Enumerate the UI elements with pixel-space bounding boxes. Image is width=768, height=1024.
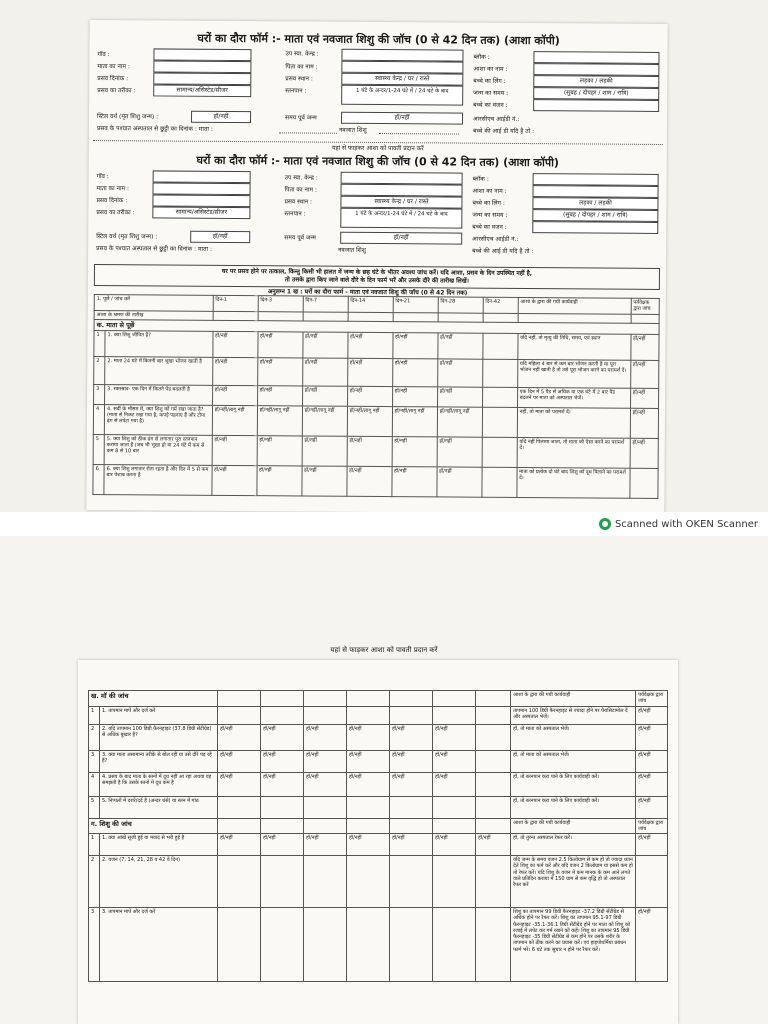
notice-line-2: तो उसके द्वारा किए जाने वाले दौरे के दिन फार्म भरें और उसके दौरे की तारीख लिखें।	[284, 276, 469, 285]
table-cell: 1. क्या आंखें सूजी हुई या मवाद से भरी हुई है	[100, 834, 218, 856]
table-cell	[433, 706, 476, 724]
field-pita: पिता का नाम :	[284, 186, 317, 194]
input-box	[153, 182, 251, 195]
table-cell: हॉ/नहीं	[218, 750, 261, 772]
table-cell	[304, 908, 347, 982]
input-box	[532, 185, 658, 198]
input-box	[341, 172, 463, 185]
samay-purva-value: हॉ/नहीं	[341, 112, 463, 125]
table-cell	[476, 796, 511, 818]
table-cell: 6. क्या शिशु लगातार रोता रहता है और दिन में 5 से कम बार पेशाब करता है	[104, 464, 212, 495]
input-box	[533, 51, 659, 64]
table-cell	[433, 796, 476, 818]
table-cell: हॉ/नहीं	[347, 750, 390, 772]
table-cell: हॉ/नहीं	[261, 772, 304, 796]
table-cell: 2. वजन (7, 14, 21, 28 व 42 वें दिन)	[100, 856, 218, 908]
field-prasav-sthan: प्रसव स्थान :	[284, 198, 313, 206]
table-cell	[347, 818, 390, 834]
input-box	[340, 184, 462, 197]
field-janm-samay: जन्म का समय :	[472, 211, 508, 219]
table-cell: 2	[94, 356, 105, 384]
table-cell: हॉ/नहीं	[392, 358, 437, 386]
table-cell: 5	[89, 796, 100, 818]
table-cell: हॉ/नहीं	[437, 359, 482, 387]
table-cell: हॉ/नहीं	[212, 357, 257, 385]
table-row	[93, 404, 658, 438]
table-cell: हॉ/नहीं	[257, 466, 302, 496]
table-cell	[433, 691, 476, 707]
table-cell: 5. निप्पलों में दरारें/दर्द है (अन्दर धंसे) या स्तन में गांठ	[100, 796, 218, 818]
field-navjat: नवजात शिशु	[338, 126, 367, 134]
table-row	[93, 464, 658, 498]
table-cell	[630, 468, 659, 498]
table-cell	[390, 691, 433, 707]
table-cell	[261, 691, 304, 707]
table-cell: 4. प्रसव के बाद माता के स्तनों में दूध नहीं आ रहा अथवा वह समझती है कि उसके स्तनों में दूध कम है	[100, 772, 218, 796]
table-cell	[261, 796, 304, 818]
table-cell: हॉ, तो तुरन्त अस्पताल रेफर करें।	[511, 834, 636, 856]
table-cell: हॉ/नहीं	[630, 360, 659, 388]
table-cell: 1	[89, 706, 100, 724]
field-vajan: बच्चे का वजन :	[473, 101, 508, 109]
table-cell: 1. तापमान मापें और दर्ज करें	[100, 706, 218, 724]
table-cell: 2	[89, 724, 100, 750]
table-cell: हॉ/नहीं	[347, 466, 392, 496]
input-box	[533, 173, 659, 186]
table-cell	[482, 467, 517, 497]
table-cell: हॉ/नहीं	[304, 772, 347, 796]
table-cell: हॉ, तो माता को अस्पताल भेजें।	[511, 724, 636, 750]
table-row	[89, 908, 668, 982]
table-cell: 3	[94, 384, 105, 404]
table-row	[89, 796, 668, 818]
table-cell	[218, 796, 261, 818]
input-box	[533, 63, 659, 76]
table-cell: 3	[89, 908, 100, 982]
janm-samay-value: (सुबह / दोपहर / शाम / रात्रि)	[532, 209, 658, 222]
table-cell	[482, 333, 517, 359]
table-cell: हॉ/नहीं	[261, 724, 304, 750]
field-bachche-id: बच्चे की आई डी यदि है तो :	[472, 247, 534, 256]
form-sheet-bottom	[78, 660, 678, 1024]
table-row	[89, 856, 668, 908]
field-navjat: नवजात शिशु	[338, 246, 366, 254]
table-cell: 2	[89, 856, 100, 908]
table-cell: 2. माता 24 घंटे में कितनी बार भूखा भोजन खाती है	[105, 356, 213, 385]
field-janm-samay: जन्म का समय :	[473, 89, 509, 97]
table-cell	[218, 691, 261, 707]
table-cell: हॉ/नहीं	[636, 772, 668, 796]
table-cell: हॉ/नहीं/लागू नहीं	[302, 406, 347, 436]
table-cell: यदि नहीं पिलाया जाता, तो माता को ऐसा करने का परामर्श दें।	[517, 437, 630, 468]
table-cell: 1	[89, 834, 100, 856]
table-cell: हॉ/नहीं	[392, 332, 437, 358]
table-cell	[347, 706, 390, 724]
col-header: पर्यवेक्षक द्वारा जांच	[636, 818, 668, 834]
table-cell	[390, 706, 433, 724]
table-cell: हॉ/नहीं/लागू नहीं	[437, 407, 482, 437]
field-mata: माता का नाम :	[96, 185, 130, 193]
field-ling: बच्चे का लिंग :	[473, 77, 506, 85]
table-cell: 3. तापमान मापें और दर्ज करें	[100, 908, 218, 982]
table-cell: हॉ/नहीं	[433, 750, 476, 772]
table-cell	[476, 772, 511, 796]
still-value: हॉ/नहीं	[191, 111, 251, 123]
table-cell: हॉ/नहीं	[630, 438, 659, 468]
form-title-copy: घरों का दौरा फॉर्म :- माता एवं नवजात शिशु की जॉच (0 से 42 दिन तक) (आशा कॉपी)	[196, 153, 560, 170]
table-cell: हॉ/नहीं	[636, 724, 668, 750]
table-cell: हॉ/नहीं	[257, 436, 302, 466]
table-cell: हॉ/नहीं	[390, 772, 433, 796]
input-box	[153, 170, 251, 183]
table-cell	[482, 407, 517, 437]
table-cell	[261, 818, 304, 834]
prasav-sthan-value: स्वास्थ्य केन्द्र / घर / रास्ते	[340, 196, 462, 209]
col-header: आशा के द्वारा की गयी कार्यवाही	[511, 691, 636, 707]
field-bachche-id: बच्चे की आई डी यदि है तो :	[472, 127, 535, 136]
table-row	[93, 434, 658, 468]
scanner-label: Scanned with OKEN Scanner	[614, 518, 758, 530]
table-cell	[218, 856, 261, 908]
table-cell	[476, 706, 511, 724]
col-header: आशा के द्वारा की गयी कार्यवाही	[518, 297, 631, 313]
table-cell: हॉ/नहीं	[304, 834, 347, 856]
field-pita: पिता का नाम :	[285, 63, 318, 71]
table-cell: हॉ/नहीं	[302, 466, 347, 496]
field-still: स्टिल वर्थ (मृत शिशु जन्म) :	[96, 233, 158, 241]
table-cell: हॉ/नहीं	[347, 332, 392, 358]
cut-line-label: यहां से फाड़कर आशा को पावती प्रदान करें	[331, 144, 424, 153]
table-cell: हॉ, तो स्तनपान करा पाने के लिए कार्यवाही करें।	[511, 796, 636, 818]
field-chhutti: प्रसव के पश्चात अस्पताल से छुट्टी का दिनांक : माता :	[96, 245, 213, 253]
table-cell	[218, 908, 261, 982]
notice-box	[94, 264, 660, 290]
table-cell: 1. क्या शिशु जीवित है?	[105, 330, 213, 357]
form-title: घरों का दौरा फॉर्म :- माता एवं नवजात शिशु की जॉच (0 से 42 दिन तक) (आशा कॉपी)	[197, 31, 560, 48]
table-cell: हॉ/नहीं	[212, 435, 257, 465]
ling-value: लड़का / लड़की	[533, 75, 659, 88]
field-tarika: प्रसव का तरीका :	[97, 87, 136, 95]
table-cell	[258, 311, 303, 321]
table-cell	[476, 750, 511, 772]
table-cell	[218, 706, 261, 724]
col-header: दिन-3	[258, 296, 303, 312]
table-cell	[261, 706, 304, 724]
stanpan-value: 1 घंटे के अन्दर/1-24 घंटे में / 24 घंटे के बाद	[340, 208, 462, 229]
dotted-line	[379, 133, 459, 135]
table-cell: यदि नहीं, तो मृत्यु की तिथि, समय, एवं स्थान	[517, 333, 630, 360]
table-cell: हॉ/नहीं	[636, 834, 668, 856]
field-stanpan: स्तनपान :	[285, 87, 307, 95]
table-cell: हॉ/नहीं	[347, 724, 390, 750]
table-cell: हॉ/नहीं	[261, 750, 304, 772]
input-box	[532, 221, 658, 234]
table-cell	[482, 387, 517, 407]
table-cell: हॉ/नहीं/लागू नहीं	[347, 406, 392, 436]
form-sheet-top	[86, 20, 667, 512]
table-cell	[304, 691, 347, 707]
table-cell: हॉ/नहीं	[347, 386, 392, 406]
table-row	[94, 356, 659, 388]
col-header: दिन-28	[438, 297, 483, 313]
table-cell: 2. यदि तापमान 100 डिग्री फैरनहाइट (37.8 डिग्री सेंटीग्रेड) से अधिक बुखार है?	[100, 724, 218, 750]
section-b-title: ख. मॉ की जांच	[89, 691, 218, 707]
table-cell: हॉ/नहीं	[212, 465, 257, 495]
table-cell: हॉ/नहीं	[257, 358, 302, 386]
table-cell: हॉ/नहीं	[212, 331, 257, 357]
field-prasav-din: प्रसव दिनांक :	[97, 75, 129, 83]
table-cell	[393, 312, 438, 322]
table-cell: हॉ/नहीं	[392, 436, 437, 466]
field-stanpan: स्तनपान :	[284, 210, 306, 218]
tarika-value: सामान्य/असिस्टेड/सीजर	[152, 206, 250, 219]
table-cell	[347, 908, 390, 982]
field-prasav-sthan: प्रसव स्थान :	[285, 75, 313, 83]
stanpan-value: 1 घंटे के अन्दर/1-24 घंटे में / 24 घंटे के बाद	[341, 85, 463, 106]
field-asha: आशा का नाम :	[473, 65, 508, 73]
field-samay-purva: समय पूर्व जन्म	[284, 234, 316, 242]
field-upswasthya: उप स्वा. केन्द्र :	[284, 174, 318, 182]
table-cell	[261, 856, 304, 908]
col-header: दिन-14	[348, 296, 393, 312]
field-block: ब्लॉक :	[473, 53, 490, 61]
table-cell: हॉ/नहीं	[437, 333, 482, 359]
table-cell: 6	[93, 464, 104, 494]
field-prasav-din: प्रसव दिनांक :	[96, 197, 128, 205]
mother-questions-table	[92, 294, 659, 499]
input-box	[533, 99, 659, 112]
table-cell: हॉ/नहीं/लागू नहीं	[212, 405, 257, 435]
field-upswasthya: उप स्वा. केन्द्र :	[285, 50, 319, 58]
col-header: दिन-42	[483, 297, 518, 313]
table-cell: हॉ/नहीं/लागू नहीं	[392, 406, 437, 436]
table-cell: हॉ/नहीं	[218, 834, 261, 856]
section-a-title: क. माता से पूछें	[94, 319, 659, 334]
table-cell	[213, 311, 258, 321]
scanner-logo-icon	[599, 518, 611, 530]
dotted-line	[279, 132, 337, 133]
table-cell	[218, 818, 261, 834]
table-cell	[433, 818, 476, 834]
table-cell: हॉ/नहीं	[636, 908, 668, 982]
table-cell	[347, 691, 390, 707]
table-cell: हॉ/नहीं	[433, 724, 476, 750]
col-header: पर्यवेक्षक द्वारा जांच	[631, 298, 659, 314]
table-cell	[304, 818, 347, 834]
prasav-sthan-value: स्वास्थ्य केन्द्र / घर / रास्ते	[341, 73, 463, 86]
scanner-watermark	[599, 518, 758, 530]
table-cell: हॉ/नहीं	[437, 467, 482, 497]
table-cell	[303, 311, 348, 321]
col-header: दिन-7	[303, 296, 348, 312]
table-cell: 5. क्या शिशु को ठीक ढंग से लगातार पूरा स्तनपान कराया जाता है (जब भी भूखा हो या 24 घंटे में कम से कम 8 से 10 बार	[104, 434, 212, 465]
table-cell: हॉ/नहीं	[218, 724, 261, 750]
table-cell	[261, 908, 304, 982]
field-rch: आरसीएच आईडी नं.:	[473, 115, 520, 123]
table-cell	[482, 437, 517, 467]
table-cell	[347, 856, 390, 908]
field-rch: आरसीएच आईडी नं.:	[472, 235, 519, 243]
table-cell: हॉ/नहीं	[437, 387, 482, 407]
table-cell: हॉ/नहीं	[302, 332, 347, 358]
field-gaon: गॉव :	[96, 173, 109, 181]
table-cell: हॉ, तो माता को अस्पताल भेजें।	[511, 750, 636, 772]
table-cell: हॉ/नहीं	[392, 386, 437, 406]
col-header: 1. पूछें / जांच करें	[94, 295, 213, 311]
table-cell: शिशु का तापमान 99 डिग्री फैरनहाइट -37.2 डिग्री सेंटीग्रेड से अधिक होने पर रैफर करें। शिशु का तापमान 95.1-97 डिग्री फैरनहाइट -35.1-36.1 डिग्री सेंटीग्रेड होने पर माता को शिशु को रजाई में लपेट कर गर्म रखने को कहें। शिशु का तापमान 95 डिग्री फैरनहाइट -35 डिग्री सेंटीग्रेड से कम होने पर उसके शरीर के तापमान को ठीक करने का प्रयास करें। एवं हाइपोथर्मिया प्रबंधन फार्म भरें। 6 घंटे तक सुधार न होने पर रैफर करें।	[511, 908, 636, 982]
table-cell: हॉ, तो स्तनपान करा पाने के लिए कार्यवाही करें।	[511, 772, 636, 796]
table-row	[89, 750, 668, 772]
table-cell	[438, 312, 483, 322]
janm-samay-value: (सुबह / दोपहर / शाम / रात्रि)	[533, 87, 659, 100]
input-box	[152, 194, 250, 207]
table-cell: हॉ/नहीं	[257, 386, 302, 406]
table-row	[89, 706, 668, 724]
table-cell	[304, 706, 347, 724]
field-tarika: प्रसव का तरीका :	[96, 209, 135, 217]
input-box	[153, 60, 251, 73]
still-value: हॉ/नहीं	[190, 231, 250, 243]
table-cell: हॉ/नहीं	[347, 436, 392, 466]
mother-check-table	[88, 690, 668, 982]
table-cell: हॉ/नहीं	[433, 772, 476, 796]
field-samay-purva: समय पूर्व जन्म	[285, 114, 317, 122]
input-box	[153, 72, 251, 85]
table-cell: हॉ/नहीं	[261, 834, 304, 856]
table-cell: हॉ/नहीं	[636, 706, 668, 724]
scan-page-2	[0, 536, 768, 1024]
table-cell: हॉ/नहीं	[630, 408, 659, 438]
table-cell: नहीं, तो माता को परामर्श दें।	[517, 407, 630, 438]
table-cell: 3. रक्तस्राव- एक दिन में कितने पेड बदलती है	[105, 384, 213, 405]
table-cell: हॉ/नहीं	[630, 334, 659, 360]
table-cell: हॉ/नहीं	[636, 750, 668, 772]
table-cell	[304, 856, 347, 908]
table-cell: हॉ/नहीं	[347, 834, 390, 856]
table-cell	[476, 724, 511, 750]
col-header: दिन-1	[213, 295, 258, 311]
tarika-value: सामान्य/असिस्टेड/सीजर	[153, 84, 251, 97]
table-cell: हॉ/नहीं	[347, 358, 392, 386]
table-cell	[304, 796, 347, 818]
table-cell: हॉ/नहीं	[437, 437, 482, 467]
cut-line-label-2: यहां से फाड़कर आशा को पावती प्रदान करें	[330, 646, 438, 654]
field-ling: बच्चे का लिंग :	[472, 199, 505, 207]
table-cell	[348, 312, 393, 322]
table-cell: 4. सर्दी के मौसम में, क्या शिशु को गर्म रखा जाता है? (माता से निकट रखा गया है, कपड़े पहनाए हैं और टोपा ढ़ंग से लपेटा गया है)	[104, 404, 212, 435]
table-cell	[390, 856, 433, 908]
annex-title: अनुलग्न 1 ख : घरों का दौरा फार्म - माता एवं नवजात शिशु की जॉच (0 से 42 दिन तक)	[267, 288, 468, 297]
table-cell	[347, 796, 390, 818]
table-cell: हॉ/नहीं	[304, 750, 347, 772]
table-cell: हॉ/नहीं	[302, 358, 347, 386]
table-cell	[476, 908, 511, 982]
table-cell	[390, 796, 433, 818]
table-cell	[631, 314, 659, 323]
date-row-label: आशा के भ्रमण की तारीख	[94, 310, 213, 320]
input-box	[341, 49, 463, 62]
table-row	[94, 330, 659, 360]
table-cell: एक दिन में 5 पैड से अधिक या एक घंटे में 2 बार पैड बदलने पर माता को अस्पताल भेजें।	[517, 387, 630, 408]
table-cell: माता को प्रत्येक दो घंटे बाद शिशु को दूध पिलाने का परामर्श दें।	[517, 467, 630, 498]
table-cell: 5	[93, 434, 104, 464]
input-box	[153, 48, 251, 61]
col-header: पर्यवेक्षक द्वारा जांच	[636, 691, 668, 707]
table-cell	[636, 856, 668, 908]
ling-value: लड़का / लड़की	[532, 197, 658, 210]
col-header: आशा के द्वारा की गयी कार्यवाही	[511, 818, 636, 834]
table-cell: 3	[89, 750, 100, 772]
table-cell: हॉ/नहीं	[390, 724, 433, 750]
table-cell: हॉ/नहीं	[630, 388, 659, 408]
field-vajan: बच्चे का वजन :	[472, 223, 507, 231]
table-cell	[390, 908, 433, 982]
table-cell	[476, 856, 511, 908]
table-cell: हॉ/नहीं	[218, 772, 261, 796]
input-box	[341, 61, 463, 74]
table-cell: 4	[89, 772, 100, 796]
table-cell: हॉ/नहीं	[392, 466, 437, 496]
table-cell: हॉ/नहीं	[636, 796, 668, 818]
field-gaon: गॉव :	[97, 51, 110, 59]
table-cell: 3. क्या माता असामान्य तरीके से बोल रही या उसे दौरे पड़ रहे हैं?	[100, 750, 218, 772]
samay-purva-value: हॉ/नहीं	[340, 232, 462, 245]
table-cell: यदि जन्म के समय वजन 2.5 किलोग्राम से कम हो तो ज्यादा ध्यान देते शिशु का फर्म करें और यदि वजन 2 किलोग्राम या इससे कम हो तो रेफर करें। यदि शिशु के वजन में कम मानक के कम आने लगते वाले प्रतिदिन कराया में 150 ग्राम से कम वृद्धि हो तो अस्पताल रैफर करें	[511, 856, 636, 908]
table-cell	[433, 908, 476, 982]
field-block: ब्लॉक :	[472, 175, 489, 183]
table-cell: हॉ/नहीं/लागू नहीं	[257, 406, 302, 436]
table-cell: हॉ/नहीं	[304, 724, 347, 750]
table-cell: 1	[94, 330, 105, 356]
table-cell: हॉ/नहीं	[390, 750, 433, 772]
table-row	[89, 724, 668, 750]
table-cell: यदि महिला 4 बार से कम बार भोजन करती है या पूरा भोजन नहीं खाती है तो उसे पूरा भोजन करने का परामर्श दें।	[517, 359, 630, 388]
table-cell: हॉ/नहीं	[347, 772, 390, 796]
section-c-title: ग. शिशु की जांच	[89, 818, 218, 834]
col-header: दिन-21	[393, 297, 438, 313]
table-cell	[433, 856, 476, 908]
table-cell: हॉ/नहीं	[390, 834, 433, 856]
notice-line-1: घर पर प्रसव होने पर तत्काल, किन्तु किसी भी हालत में जन्म के छह घंटे के भीतर अवश्य जांच करें। यदि आशा, प्रसव के दिन उपस्थित नहीं है,	[221, 267, 533, 278]
table-cell: हॉ/नहीं	[433, 834, 476, 856]
table-cell: हॉ/नहीं	[302, 386, 347, 406]
field-still: स्टिल वर्थ (मृत शिशु जन्म) :	[97, 113, 159, 121]
table-cell: हॉ/नहीं	[257, 332, 302, 358]
field-chhutti: प्रसव के पश्चात अस्पताल से छुट्टी का दिनांक : माता :	[96, 125, 213, 133]
table-cell	[476, 691, 511, 707]
table-cell	[390, 818, 433, 834]
table-cell	[476, 818, 511, 834]
table-cell: हॉ/नहीं	[302, 436, 347, 466]
table-cell	[483, 313, 518, 322]
field-asha: आशा का नाम :	[472, 187, 507, 195]
table-cell: तापमान 100 डिग्री फैरनहाइट से ज्यादा होने पर पैरासिटामोल दें और अस्पताल भेजें।	[511, 706, 636, 724]
field-mata: माता का नाम :	[97, 63, 130, 71]
table-row	[89, 834, 668, 856]
table-cell: 4	[93, 404, 104, 434]
table-cell: हॉ/नहीं	[212, 385, 257, 405]
table-cell	[482, 359, 517, 387]
table-cell: हॉ/नहीं	[476, 834, 511, 856]
table-row	[89, 772, 668, 796]
